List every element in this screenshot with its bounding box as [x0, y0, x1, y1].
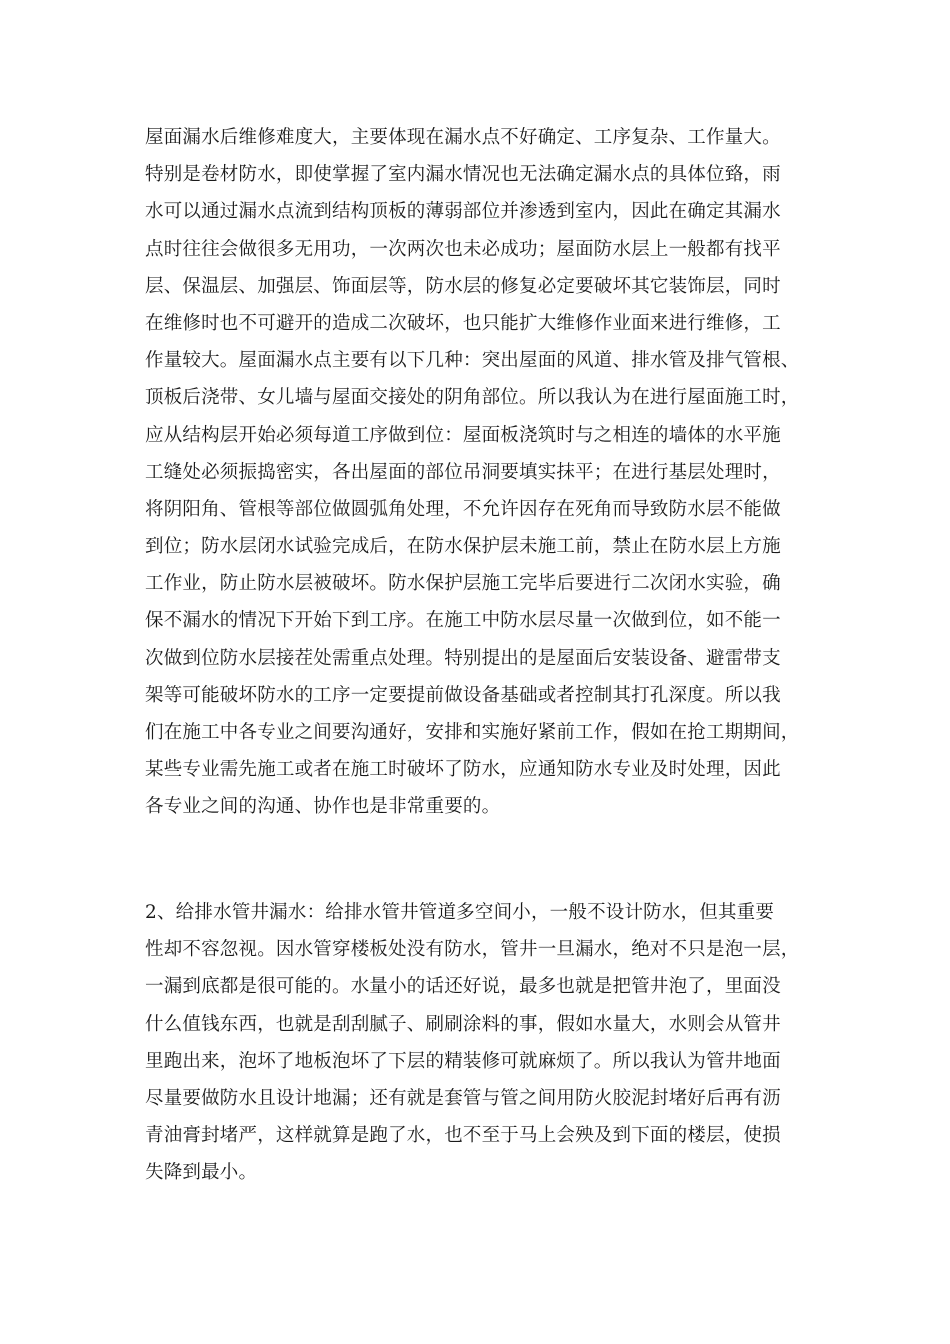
- text-line: 2、给排水管井漏水：给排水管井管道多空间小，一般不设计防水，但其重要: [145, 902, 775, 923]
- text-line: 点时往往会做很多无用功，一次两次也未必成功；屋面防水层上一般都有找平: [145, 238, 781, 260]
- text-line: 应从结构层开始必须每道工序做到位：屋面板浇筑时与之相连的墙体的水平施: [145, 424, 781, 446]
- text-line: 什么值钱东西，也就是刮刮腻子、刷刷涂料的事，假如水量大，水则会从管井: [145, 1013, 781, 1035]
- text-line: 工缝处必须振捣密实，各出屋面的部位吊洞要填实抹平；在进行基层处理时，: [145, 461, 781, 483]
- text-line: 特别是卷材防水，即使掌握了室内漏水情况也无法确定漏水点的具体位臵，雨: [145, 164, 781, 186]
- text-line: 某些专业需先施工或者在施工时破坏了防水，应通知防水专业及时处理，因此: [145, 759, 781, 781]
- text-line: 青油膏封堵严，这样就算是跑了水，也不至于马上会殃及到下面的楼层，使损: [145, 1125, 781, 1147]
- text-line: 里跑出来，泡坏了地板泡坏了下层的精装修可就麻烦了。所以我认为管井地面: [145, 1050, 781, 1072]
- text-line: 们在施工中各专业之间要沟通好，安排和实施好紧前工作，假如在抢工期期间，: [145, 722, 800, 743]
- text-line: 一漏到底都是很可能的。水量小的话还好说，最多也就是把管井泡了，里面没: [145, 976, 781, 998]
- text-line: 屋面漏水后维修难度大，主要体现在漏水点不好确定、工序复杂、工作量大。: [145, 127, 781, 148]
- text-line: 在维修时也不可避开的造成二次破坏，也只能扩大维修作业面来进行维修，工: [145, 312, 781, 334]
- text-line: 作量较大。屋面漏水点主要有以下几种：突出屋面的风道、排水管及排气管根、: [145, 350, 800, 372]
- text-line: 工作业，防止防水层被破坏。防水保护层施工完毕后要进行二次闭水实验，确: [145, 573, 781, 595]
- text-line: 尽量要做防水且设计地漏；还有就是套管与管之间用防火胶泥封堵好后再有沥: [145, 1087, 781, 1109]
- text-line: 将阴阳角、管根等部位做圆弧角处理，不允许因存在死角而导致防水层不能做: [145, 498, 781, 520]
- text-line: 水可以通过漏水点流到结构顶板的薄弱部位并渗透到室内，因此在确定其漏水: [145, 201, 781, 223]
- text-line: 架等可能破坏防水的工序一定要提前做设备基础或者控制其打孔深度。所以我: [145, 684, 781, 706]
- text-line: 到位；防水层闭水试验完成后，在防水保护层未施工前，禁止在防水层上方施: [145, 536, 781, 558]
- text-line: 次做到位防水层接茬处需重点处理。特别提出的是屋面后安装设备、避雷带支: [145, 647, 781, 669]
- paragraph-pipe-shaft-leakage: [145, 894, 805, 1192]
- text-line: 层、保温层、加强层、饰面层等，防水层的修复必定要破坏其它装饰层，同时: [145, 275, 781, 297]
- paragraph-roof-leakage: [145, 119, 805, 826]
- text-line: 各专业之间的沟通、协作也是非常重要的。: [145, 796, 501, 818]
- text-line: 失降到最小。: [145, 1162, 258, 1184]
- text-line: 保不漏水的情况下开始下到工序。在施工中防水层尽量一次做到位，如不能一: [145, 610, 781, 632]
- text-line: 性却不容忽视。因水管穿楼板处没有防水，管井一旦漏水，绝对不只是泡一层，: [145, 939, 800, 961]
- text-line: 顶板后浇带、女儿墙与屋面交接处的阴角部位。所以我认为在进行屋面施工时，: [145, 387, 800, 409]
